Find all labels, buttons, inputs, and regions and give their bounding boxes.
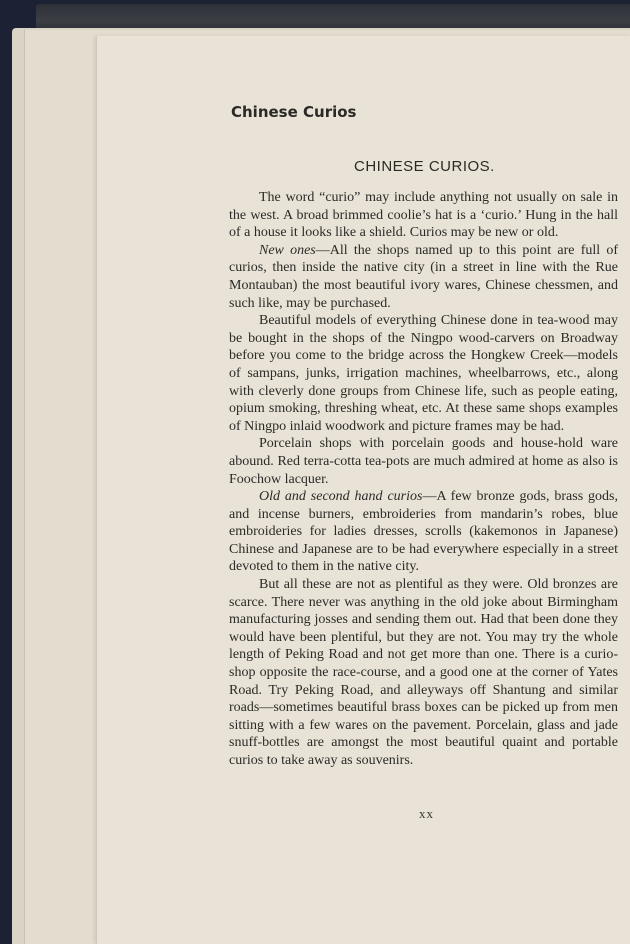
paragraph: [229, 242, 618, 312]
paragraph: [229, 435, 618, 488]
paragraph: [229, 189, 618, 242]
paragraph-lead: New ones: [259, 242, 316, 258]
page-number: xx: [419, 806, 434, 821]
paragraph-text: —A few bronze gods, brass gods, and incense burners, embroideries from mandarin’s robes, blue embroideries for ladies dresses, scrolls (kakemonos in Japanese) Chinese and Japanese are to be had everywhere especially in a street devoted to them in the native city.: [229, 489, 618, 575]
running-head: Chinese Curios: [231, 103, 357, 121]
paragraph-text: Beautiful models of everything Chinese done in tea-wood may be bought in the shops of the Ningpo wood-carvers on Broadway before you come to the bridge across the Hongkew Creek—models of sampans, junks, irrigation machines, wheelbarrows, etc., along with cleverly done groups from Chinese life, such as people eating, opium smoking, threshing wheat, etc. At these same shops examples of Ningpo inlaid woodwork and picture frames may be had.: [229, 313, 618, 434]
paragraph: [229, 576, 618, 770]
paragraph: [229, 312, 618, 435]
body-text: [229, 189, 618, 770]
chapter-title: CHINESE CURIOS.: [354, 158, 495, 175]
paragraph-text: Porcelain shops with porcelain goods and house-hold ware abound. Red terra-cotta tea-pots are much admired at home as also is Foochow lacquer.: [229, 436, 618, 487]
paragraph-text: But all these are not as plentiful as they were. Old bronzes are scarce. There never was anything in the old joke about Birmingham manufacturing josses and sending them out. Had that been done they would have been plentiful, but they are not. You may try the whole length of Peking Road and not get more than one. There is a curio-shop opposite the race-course, and a good one at the corner of Yates Road. Try Peking Road, and alleyways off Shantung and similar roads—sometimes beautiful brass boxes can be picked up from men sitting with a few wares on the pavement. Porcelain, glass and jade snuff-bottles are amongst the most beautiful quaint and portable curios to take away as souvenirs.: [229, 577, 618, 768]
paragraph: [229, 488, 618, 576]
paragraph-lead: Old and second hand curios: [259, 489, 423, 505]
paragraph-text: The word “curio” may include anything not usually on sale in the west. A broad brimmed coolie’s hat is a ‘curio.’ Hung in the hall of a house it looks like a shield. Curios may be new or old.: [229, 190, 618, 241]
paragraph-text: —All the shops named up to this point are full of curios, then inside the native city (in a street in line with the Rue Montauban) the most beautiful ivory wares, Chinese chessmen, and such like, may be purchased.: [229, 242, 618, 311]
